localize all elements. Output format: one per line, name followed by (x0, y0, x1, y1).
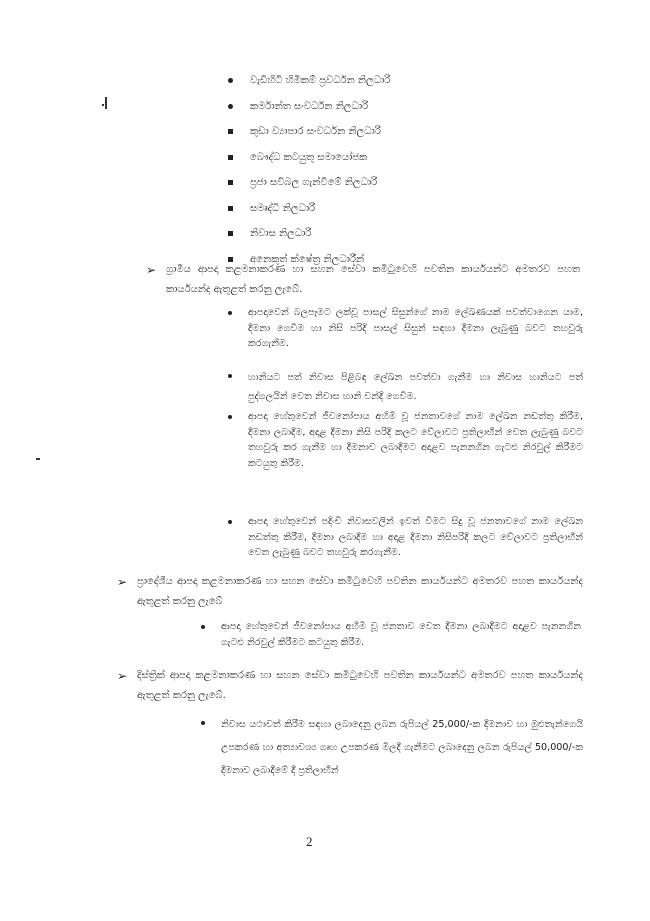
item-text: ආපදාවෙන් බලපෑමට ලක්වූ පාසල් සිසුන්ගේ නාම ලේඛණයක් පවත්වාගෙන යාම, දීමනා ගෙවීම හා නිසි පරිදි පාසල් සිසුන් සඳහා දීමනා ලැබුණු බවට තහවුරු කරගැනීම. (248, 307, 583, 349)
bullet-icon (228, 78, 233, 83)
officer-list-item (228, 170, 390, 196)
officer-list-item (228, 94, 390, 120)
officer-label: ප්‍රජා සවිබල ගැන්වීමේ නිලධාරි (250, 177, 378, 188)
section-divisional-committee (117, 572, 583, 612)
item-text: ආපදා හේතුවෙන් ජීවනෝපාය අහිමි වූ ජනතාව වෙත දීමනා ලබාදීමට අදාළව පැනනගින ගැටළු නිරවුල් කිරීමට කටයුතු කිරීම. (221, 621, 581, 648)
officer-label: වැඩිහිටි හිමිකම් ප්‍රවර්ධන නිලධාරි (250, 75, 391, 86)
officer-list-item (228, 119, 390, 145)
arrow-bullet-icon: ➢ (117, 669, 128, 683)
bullet-icon (201, 625, 205, 629)
list-item (201, 713, 583, 782)
officer-list-item (228, 68, 390, 94)
list-item (228, 368, 583, 406)
section-heading: ප්‍රාදේශීය ආපදා කළමනාකරණ හා සහන සේවා කමිටුවෙහි පවතින කාර්යයන්ට අමතරව පහත කාර්යයන්ද ඇතුළත් කරනු ලැබේ (137, 576, 583, 607)
item-text: ආපදා හේතුවෙන් ජීවනෝපාය අහිමි වූ ජනතාවගේ නාම ලේඛන නඩත්තු කිරීම, දීමනා ලබාදීම, අදාළ දීමනා නිසි පරිදි කලට වේලාවට ප්‍රතිලාභීන් වෙත ලැබුණු බවට තහවුරු කර ගැනීම හා දීමනාව ලබාදීමට අදාළව පැනනගින ගැටළු නිරවුල් කිරීමට කටයුතු කිරීම. (248, 411, 583, 469)
officer-label: බෞද්ධ කටයුතු සමායෝජක (250, 151, 368, 163)
officer-label: සමෘද්ධි නිලධාරි (250, 202, 316, 214)
list-item (228, 514, 583, 561)
scan-mark (105, 97, 107, 109)
bullet-icon (228, 415, 232, 419)
item-text: හානියට පත් නිවාස පිළිබඳ ලේඛන පවත්වා ගැනීම හා නිවාස හානියට පත් පුද්ගලයින් වෙත නිවාස හානි වන්දි ගෙවීම. (248, 372, 583, 402)
officer-list-item (228, 221, 390, 247)
officer-list-item (228, 145, 390, 171)
officer-label: අනෙකුත් ක්ෂේත්‍ර නිලධාරීන් (250, 253, 365, 265)
square-bullet-icon (228, 155, 233, 160)
item-text: ආපදා හේතුවෙන් පදිංචි නිවාසවලින් ඉවත් වීමට සිදු වූ ජනතාවගේ නාම ලේඛන නඩත්තු කිරීම, දීමනා ලබාදීම හා අදාළ දීමනා නිසිපරිදි කලට වේලාවට ප්‍රතිලාභීන් වෙත ලැබුණු බවට තහවුරු කරගැනීම. (248, 516, 583, 558)
square-bullet-icon (228, 180, 233, 185)
item-text: නිවාස යථාවත් කිරීම සඳහා ලබාදෙනු ලබන රුපියල් 25,000/-ක දීමනාව හා මුළුතැන්ගෙයි උපකරණ හා අත්‍යාවශ්‍ය ගෘහ උපකරණ මිලදී ගැනීමට ලබාදෙනු ලබන රුපියල් 50,000/-ක දීමනාව ලබාදීමේ දී ප්‍රතිලාභීන් (221, 719, 583, 776)
scan-mark (102, 104, 104, 106)
section-village-committee (146, 260, 580, 300)
scan-mark (36, 458, 40, 460)
square-bullet-icon (228, 129, 233, 134)
page-number: 2 (306, 834, 313, 849)
bullet-icon (228, 374, 232, 378)
square-bullet-icon (228, 206, 233, 211)
officer-label: කුඩා ව්‍යාපාර සංවර්ධන නිලධාරි (250, 126, 381, 137)
list-item (228, 409, 583, 471)
list-item (201, 619, 581, 650)
arrow-bullet-icon: ➢ (146, 263, 157, 277)
officer-list-item (228, 196, 390, 222)
officer-label: නිවාස නිලධාරි (250, 228, 312, 239)
square-bullet-icon (228, 231, 233, 236)
arrow-bullet-icon: ➢ (117, 575, 128, 589)
bullet-icon (228, 520, 232, 524)
bullet-icon (228, 311, 232, 315)
bullet-icon (201, 721, 205, 725)
officer-list (228, 68, 390, 272)
section-heading: දිස්ත්‍රික් ආපදා කළමනාකරණ හා සහන සේවා කමිටුවෙහි පවතින කාර්යයන්ට අමතරව පහත කාර්යයන්ද ඇතුළත් කරනු ලැබේ. (137, 670, 583, 701)
section-district-committee (117, 666, 583, 706)
bullet-icon (228, 104, 233, 109)
officer-label: කර්මාන්ත සංවර්ධන නිලධාරි (250, 100, 369, 112)
section-heading: ග්‍රාමීය ආපදා කළමනාකරණ හා සහන සේවා කමිටුවෙහි පවතින කාර්යයන්ට අමතරව පහත කාර්යයන්ද ඇතුළත් කරනු ලැබේ. (166, 264, 580, 295)
list-item (228, 305, 583, 352)
